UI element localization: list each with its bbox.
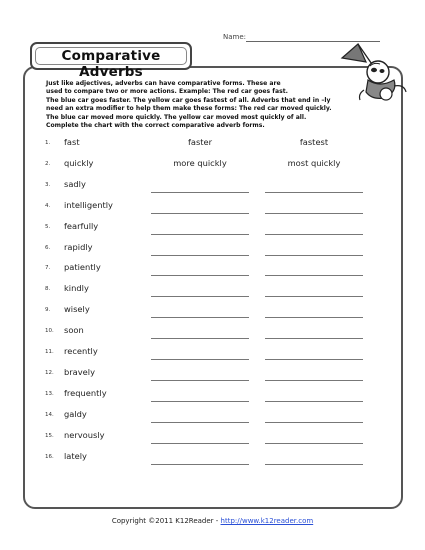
table-row (0, 283, 425, 300)
row-number: 4. (45, 202, 51, 209)
table-row (0, 408, 425, 426)
row-number: 3. (45, 181, 51, 188)
superlative-blank[interactable] (265, 422, 363, 423)
superlative-blank[interactable] (265, 317, 363, 318)
table-row (0, 178, 425, 196)
adverb-word: quickly (64, 157, 94, 168)
comparative-blank[interactable] (151, 255, 249, 256)
adverb-word: patiently (64, 262, 101, 273)
row-number: 5. (45, 223, 51, 230)
comparative-blank[interactable] (151, 359, 249, 360)
row-number: 11. (45, 349, 54, 355)
table-row (0, 366, 425, 384)
superlative-blank[interactable] (265, 359, 363, 360)
table-row (0, 325, 425, 342)
superlative-blank[interactable] (265, 234, 363, 235)
k12reader-link[interactable]: http://www.k12reader.com (220, 517, 314, 525)
adverb-word: recently (64, 346, 98, 356)
table-row (0, 429, 425, 447)
comparative-blank[interactable] (151, 338, 249, 339)
comparative-blank[interactable] (151, 234, 249, 235)
table-row (0, 137, 425, 154)
instruction-line: The blue car moved more quickly. The yellow car moved most quickly of all. (46, 113, 307, 121)
comparative-blank[interactable] (151, 401, 249, 402)
superlative-answer: most quickly (287, 157, 341, 168)
table-row (0, 450, 425, 468)
adverb-word: kindly (64, 283, 89, 294)
adverb-word: wisely (64, 304, 90, 315)
adverb-word: soon (64, 325, 84, 336)
superlative-blank[interactable] (265, 192, 363, 193)
adverb-word: galdy (64, 408, 87, 419)
row-number: 10. (45, 328, 54, 335)
row-number: 2. (45, 160, 51, 167)
instruction-line: need an extra modifier to help them make these forms: The red car moved quickly. (46, 105, 332, 113)
title-box (30, 42, 192, 80)
instruction-line: used to compare two or more actions. Example: The red car goes fast. (46, 88, 288, 96)
row-number: 7. (45, 265, 51, 272)
comparative-blank[interactable] (151, 380, 249, 381)
cartoon-mascot-icon (336, 40, 416, 110)
adverb-word: nervously (64, 429, 105, 440)
superlative-blank[interactable] (265, 296, 363, 297)
superlative-blank[interactable] (265, 401, 363, 402)
table-row (0, 241, 425, 259)
adverb-word: rapidly (64, 241, 93, 252)
comparative-blank[interactable] (151, 275, 249, 276)
table-row (0, 346, 425, 363)
table-row (0, 199, 425, 217)
adverb-word: fast (64, 137, 80, 147)
row-number: 12. (45, 369, 54, 376)
page-title: Comparative Adverbs (61, 48, 161, 80)
comparative-blank[interactable] (151, 464, 249, 465)
name-label: Name: (223, 33, 247, 41)
footer (0, 517, 425, 525)
table-row (0, 220, 425, 238)
adverb-word: intelligently (64, 199, 113, 210)
comparative-blank[interactable] (151, 213, 249, 214)
comparative-answer: faster (187, 137, 213, 147)
row-number: 6. (45, 244, 51, 251)
adverb-word: lately (64, 450, 87, 461)
row-number: 14. (45, 411, 54, 418)
instructions (46, 80, 336, 130)
superlative-answer: fastest (299, 137, 329, 147)
instruction-line: Complete the chart with the correct comparative adverb forms. (46, 122, 265, 130)
table-row (0, 387, 425, 405)
comparative-answer: more quickly (173, 157, 227, 168)
table-row (0, 157, 425, 175)
comparative-blank[interactable] (151, 422, 249, 423)
row-number: 1. (45, 140, 51, 146)
comparative-blank[interactable] (151, 443, 249, 444)
table-row (0, 262, 425, 279)
adverb-word: fearfully (64, 220, 99, 231)
superlative-blank[interactable] (265, 275, 363, 276)
adverb-word: sadly (64, 178, 86, 189)
superlative-blank[interactable] (265, 443, 363, 444)
superlative-blank[interactable] (265, 380, 363, 381)
adverb-word: frequently (64, 387, 107, 398)
adverb-word: bravely (64, 366, 95, 377)
superlative-blank[interactable] (265, 255, 363, 256)
instruction-line: Just like adjectives, adverbs can have comparative forms. These are (46, 80, 281, 87)
row-number: 13. (45, 390, 54, 397)
comparative-blank[interactable] (151, 296, 249, 297)
row-number: 15. (45, 432, 54, 439)
instruction-line: The blue car goes faster. The yellow car goes fastest of all. Adverbs that end in –ly (46, 96, 331, 104)
superlative-blank[interactable] (265, 338, 363, 339)
row-number: 16. (45, 453, 54, 460)
comparative-blank[interactable] (151, 192, 249, 193)
copyright-text: Copyright ©2011 K12Reader - (111, 517, 221, 525)
comparative-blank[interactable] (151, 317, 249, 318)
row-number: 9. (45, 307, 51, 314)
row-number: 8. (45, 286, 51, 293)
superlative-blank[interactable] (265, 213, 363, 214)
table-row (0, 304, 425, 321)
superlative-blank[interactable] (265, 464, 363, 465)
